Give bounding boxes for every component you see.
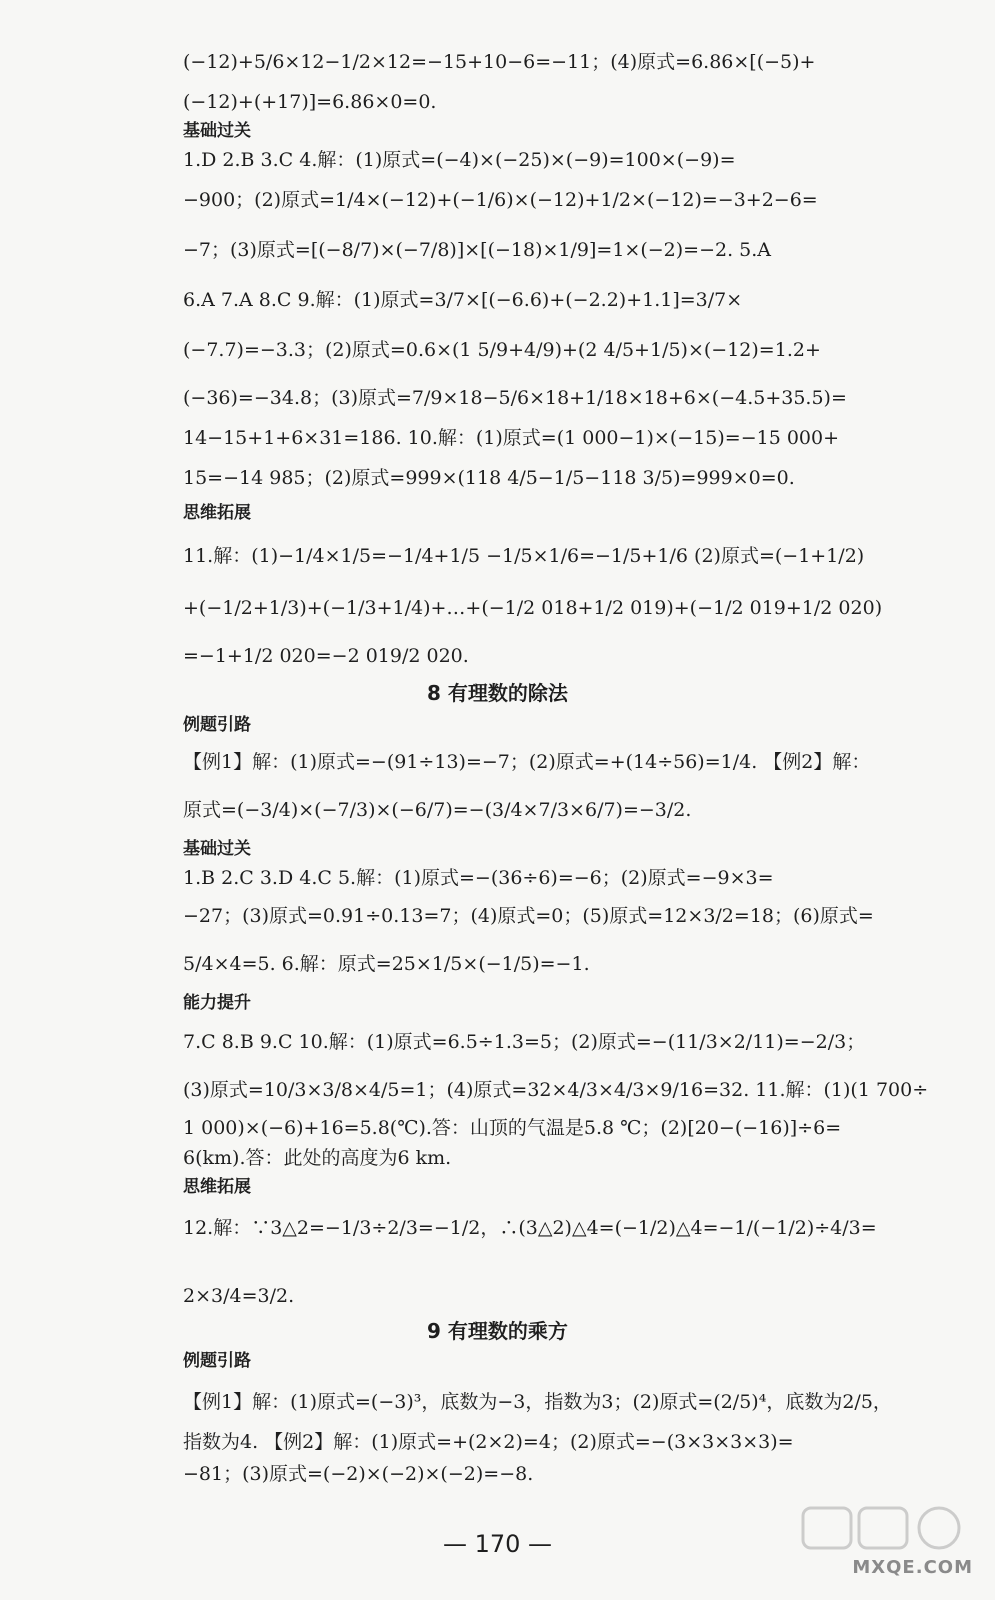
text-line: 15=−14 985；(2)原式=999×(118 4/5−1/5−118 3/5)=999×0=0.	[183, 467, 795, 489]
text-line: 12.解：∵3△2=−1/3÷2/3=−1/2，∴(3△2)△4=(−1/2)△4=−1/(−1/2)÷4/3=	[183, 1217, 877, 1239]
text-line: −900；(2)原式=1/4×(−12)+(−1/6)×(−12)+1/2×(−12)=−3+2−6=	[183, 189, 818, 211]
chapter-title: 9 有理数的乘方	[427, 1319, 568, 1343]
text-line: 6.A 7.A 8.C 9.解：(1)原式=3/7×[(−6.6)+(−2.2)+1.1]=3/7×	[183, 289, 743, 311]
text-line: 1 000)×(−6)+16=5.8(℃).答：山顶的气温是5.8 ℃；(2)[20−(−16)]÷6=	[183, 1117, 842, 1139]
page-number: — 170 —	[442, 1530, 553, 1558]
section-heading: 例题引路	[183, 1351, 251, 1371]
text-line: 6(km).答：此处的高度为6 km.	[183, 1147, 452, 1169]
section-heading: 思维拓展	[183, 1177, 251, 1197]
section-heading: 思维拓展	[183, 503, 251, 523]
section-heading: 基础过关	[183, 839, 251, 859]
text-line: 14−15+1+6×31=186. 10.解：(1)原式=(1 000−1)×(−15)=−15 000+	[183, 427, 840, 449]
text-line: 1.B 2.C 3.D 4.C 5.解：(1)原式=−(36÷6)=−6；(2)原式=−9×3=	[183, 867, 774, 889]
text-line: (−7.7)=−3.3；(2)原式=0.6×(1 5/9+4/9)+(2 4/5+1/5)×(−12)=1.2+	[183, 339, 821, 361]
text-line: 11.解：(1)−1/4×1/5=−1/4+1/5 −1/5×1/6=−1/5+1/6 (2)原式=(−1+1/2)	[183, 545, 865, 567]
chapter-title: 8 有理数的除法	[427, 681, 568, 705]
section-heading: 基础过关	[183, 121, 251, 141]
text-line: 【例1】解：(1)原式=−(91÷13)=−7；(2)原式=+(14÷56)=1/4. 【例2】解：	[183, 751, 871, 773]
text-line: −81；(3)原式=(−2)×(−2)×(−2)=−8.	[183, 1463, 534, 1485]
text-line: 1.D 2.B 3.C 4.解：(1)原式=(−4)×(−25)×(−9)=100×(−9)=	[183, 149, 736, 171]
text-line: 2×3/4=3/2.	[183, 1285, 295, 1307]
text-line: (3)原式=10/3×3/8×4/5=1；(4)原式=32×4/3×4/3×9/16=32. 11.解：(1)(1 700÷	[183, 1079, 929, 1101]
text-line: 7.C 8.B 9.C 10.解：(1)原式=6.5÷1.3=5；(2)原式=−(11/3×2/11)=−2/3；	[183, 1031, 866, 1053]
text-line: =−1+1/2 020=−2 019/2 020.	[183, 645, 469, 667]
text-line: (−12)+5/6×12−1/2×12=−15+10−6=−11；(4)原式=6.86×[(−5)+	[183, 51, 816, 73]
text-line: 指数为4. 【例2】解：(1)原式=+(2×2)=4；(2)原式=−(3×3×3×3)=	[183, 1431, 794, 1453]
text-line: 【例1】解：(1)原式=(−3)³，底数为−3，指数为3；(2)原式=(2/5)⁴，底数为2/5，	[183, 1391, 892, 1413]
section-heading: 例题引路	[183, 715, 251, 735]
text-line: −7；(3)原式=[(−8/7)×(−7/8)]×[(−18)×1/9]=1×(−2)=−2. 5.A	[183, 239, 772, 261]
section-heading: 能力提升	[183, 993, 251, 1013]
text-line: (−36)=−34.8；(3)原式=7/9×18−5/6×18+1/18×18+6×(−4.5+35.5)=	[183, 387, 847, 409]
watermark-text: MXQE.COM	[852, 1557, 973, 1578]
text-line: 原式=(−3/4)×(−7/3)×(−6/7)=−(3/4×7/3×6/7)=−3/2.	[183, 799, 692, 821]
text-line: +(−1/2+1/3)+(−1/3+1/4)+…+(−1/2 018+1/2 019)+(−1/2 019+1/2 020)	[183, 597, 883, 619]
text-line: −27；(3)原式=0.91÷0.13=7；(4)原式=0；(5)原式=12×3/2=18；(6)原式=	[183, 905, 874, 927]
text-line: (−12)+(+17)]=6.86×0=0.	[183, 91, 437, 113]
text-line: 5/4×4=5. 6.解：原式=25×1/5×(−1/5)=−1.	[183, 953, 590, 975]
